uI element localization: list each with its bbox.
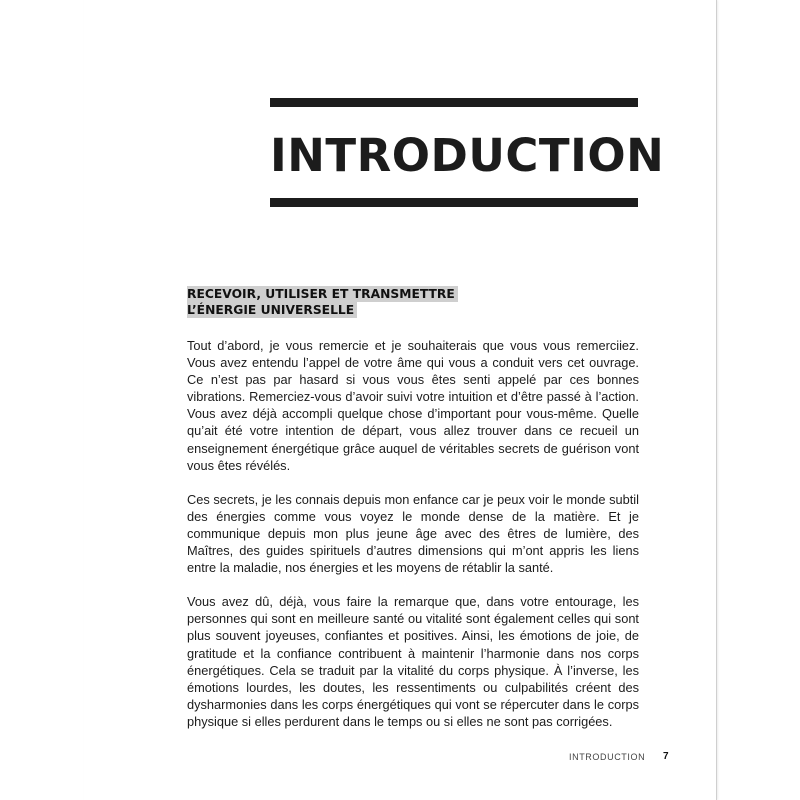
section-heading [187,286,458,318]
title-rule-top [270,98,638,107]
running-head: INTRODUCTION [569,752,646,762]
paragraph-1: Tout d’abord, je vous remercie et je souhaiterais que vous vous remerciiez. Vous avez entendu l’appel de votre âme qui vous a conduit vers cet ouvrage. Ce n’est pas par hasard si vous vous êtes senti appelé par ces bonnes vibrations. Remerciez-vous d’avoir suivi votre intuition et d’être passé à l’action. Vous avez déjà accompli quelque chose d’important pour vous-même. Quelle qu’ait été votre intention de départ, vous allez trouver dans ce recueil un enseignement énergétique grâce auquel de véritables secrets de guérison vont vous êtes révélés. [187,338,639,473]
section-heading-line-2: L’ÉNERGIE UNIVERSELLE [187,302,357,318]
paragraph-3: Vous avez dû, déjà, vous faire la remarque que, dans votre entourage, les personnes qui sont en meilleure santé ou vitalité sont également celles qui sont plus souvent joyeuses, confiantes et positives. Ainsi, les émotions de joie, de gratitude et la confiance contribuent à maintenir l’harmonie dans nos corps énergétiques. Cela se traduit par la vitalité du corps physique. À l’inverse, les émotions lourdes, les doutes, les ressentiments ou culpabilités créent des dysharmonies dans les corps énergétiques qui vont se répercuter dans le corps physique si elles perdurent dans le temps ou si elles ne sont pas corrigées. [187,594,639,729]
section-heading-line-1: RECEVOIR, UTILISER ET TRANSMETTRE [187,286,458,302]
title-rule-bottom [270,198,638,207]
paragraph-2: Ces secrets, je les connais depuis mon enfance car je peux voir le monde subtil des énergies comme vous voyez le monde dense de la matière. Et je communique depuis mon plus jeune âge avec des êtres de lumière, des Maîtres, des guides spirituels d’autres dimensions qui m’ont appris les liens entre la maladie, nos énergies et les moyens de rétablir la santé. [187,491,639,576]
chapter-title: INTRODUCTION [270,129,665,182]
body-text [187,337,639,747]
page-number: 7 [663,751,669,762]
